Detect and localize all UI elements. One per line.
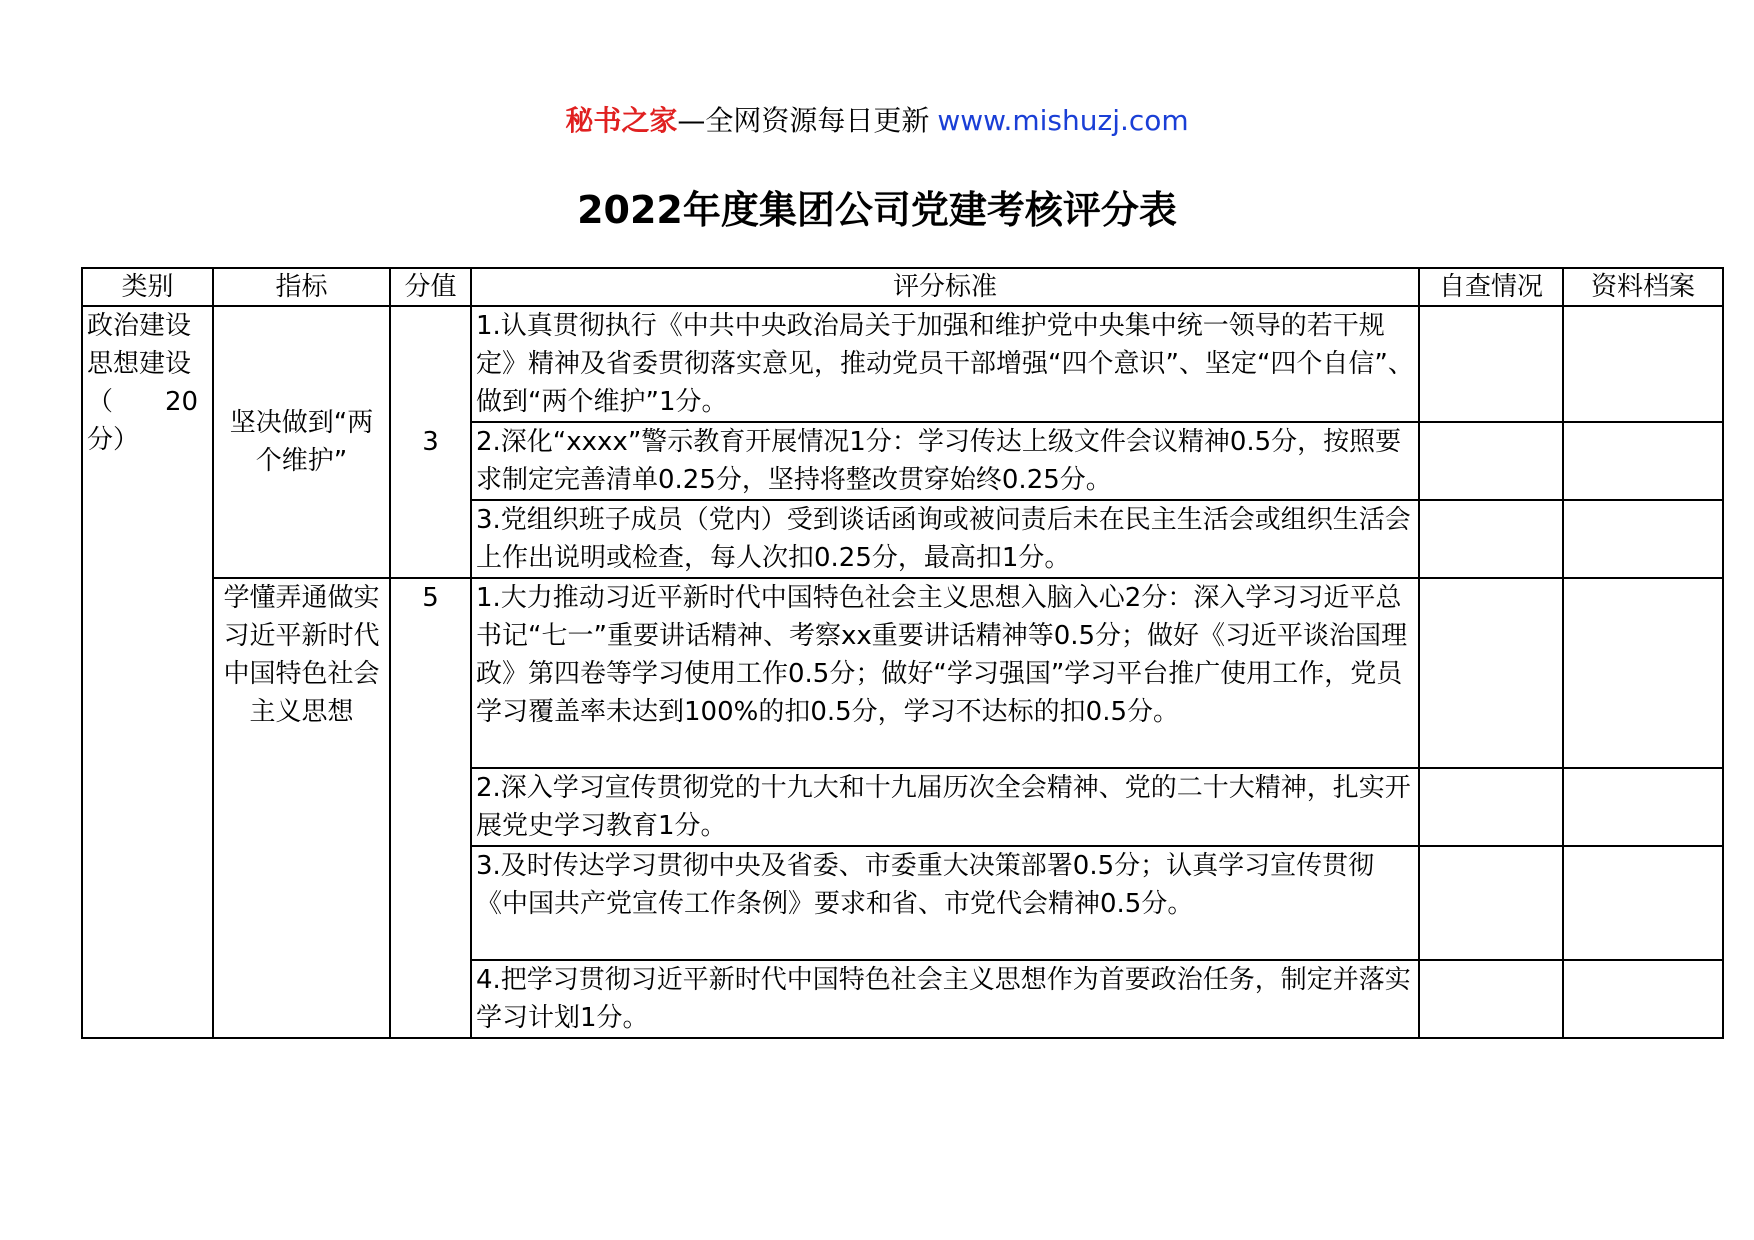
self-check-cell[interactable]	[1419, 578, 1563, 768]
archive-cell[interactable]	[1563, 846, 1723, 960]
criteria-cell: 2.深化“xxxx”警示教育开展情况1分：学习传达上级文件会议精神0.5分，按照要求制定完善清单0.25分，坚持将整改贯穿始终0.25分。	[471, 422, 1419, 500]
site-url-link[interactable]: www.mishuzj.com	[937, 104, 1189, 137]
criteria-cell: 1.认真贯彻执行《中共中央政治局关于加强和维护党中央集中统一领导的若干规定》精神及省委贯彻落实意见，推动党员干部增强“四个意识”、坚定“四个自信”、做到“两个维护”1分。	[471, 306, 1419, 422]
column-header-archive: 资料档案	[1563, 268, 1723, 306]
column-header-self-check: 自查情况	[1419, 268, 1563, 306]
column-header-score: 分值	[390, 268, 471, 306]
self-check-cell[interactable]	[1419, 500, 1563, 578]
criteria-cell: 3.及时传达学习贯彻中央及省委、市委重大决策部署0.5分；认真学习宣传贯彻《中国共产党宣传工作条例》要求和省、市党代会精神0.5分。	[471, 846, 1419, 960]
brand-name: 秘书之家	[565, 104, 678, 137]
indicator-cell: 学懂弄通做实习近平新时代中国特色社会主义思想	[213, 578, 390, 1038]
score-table	[81, 267, 1724, 1039]
column-header-category: 类别	[82, 268, 213, 306]
archive-cell[interactable]	[1563, 578, 1723, 768]
criteria-cell: 3.党组织班子成员（党内）受到谈话函询或被问责后未在民主生活会或组织生活会上作出说明或检查，每人次扣0.25分，最高扣1分。	[471, 500, 1419, 578]
column-header-criteria: 评分标准	[471, 268, 1419, 306]
archive-cell[interactable]	[1563, 306, 1723, 422]
table-row	[82, 306, 1723, 422]
self-check-cell[interactable]	[1419, 422, 1563, 500]
score-cell: 3	[390, 306, 471, 578]
criteria-cell: 4.把学习贯彻习近平新时代中国特色社会主义思想作为首要政治任务，制定并落实学习计划1分。	[471, 960, 1419, 1038]
self-check-cell[interactable]	[1419, 960, 1563, 1038]
self-check-cell[interactable]	[1419, 846, 1563, 960]
table-header-row	[82, 268, 1723, 306]
document-title: 2022年度集团公司党建考核评分表	[577, 188, 1177, 232]
indicator-cell: 坚决做到“两个维护”	[213, 306, 390, 578]
criteria-cell: 1.大力推动习近平新时代中国特色社会主义思想入脑入心2分：深入学习习近平总书记“七一”重要讲话精神、考察xx重要讲话精神等0.5分；做好《习近平谈治国理政》第四卷等学习使用工作0.5分；做好“学习强国”学习平台推广使用工作，党员学习覆盖率未达到100%的扣0.5分，学习不达标的扣0.5分。	[471, 578, 1419, 768]
archive-cell[interactable]	[1563, 960, 1723, 1038]
score-cell: 5	[390, 578, 471, 1038]
site-header	[0, 101, 1754, 141]
table-row	[82, 578, 1723, 768]
category-cell: 政治建设思想建设（ 20分）	[82, 306, 213, 1038]
header-slogan: —全网资源每日更新	[677, 104, 930, 137]
self-check-cell[interactable]	[1419, 768, 1563, 846]
criteria-cell: 2.深入学习宣传贯彻党的十九大和十九届历次全会精神、党的二十大精神，扎实开展党史学习教育1分。	[471, 768, 1419, 846]
column-header-indicator: 指标	[213, 268, 390, 306]
archive-cell[interactable]	[1563, 422, 1723, 500]
archive-cell[interactable]	[1563, 768, 1723, 846]
self-check-cell[interactable]	[1419, 306, 1563, 422]
archive-cell[interactable]	[1563, 500, 1723, 578]
